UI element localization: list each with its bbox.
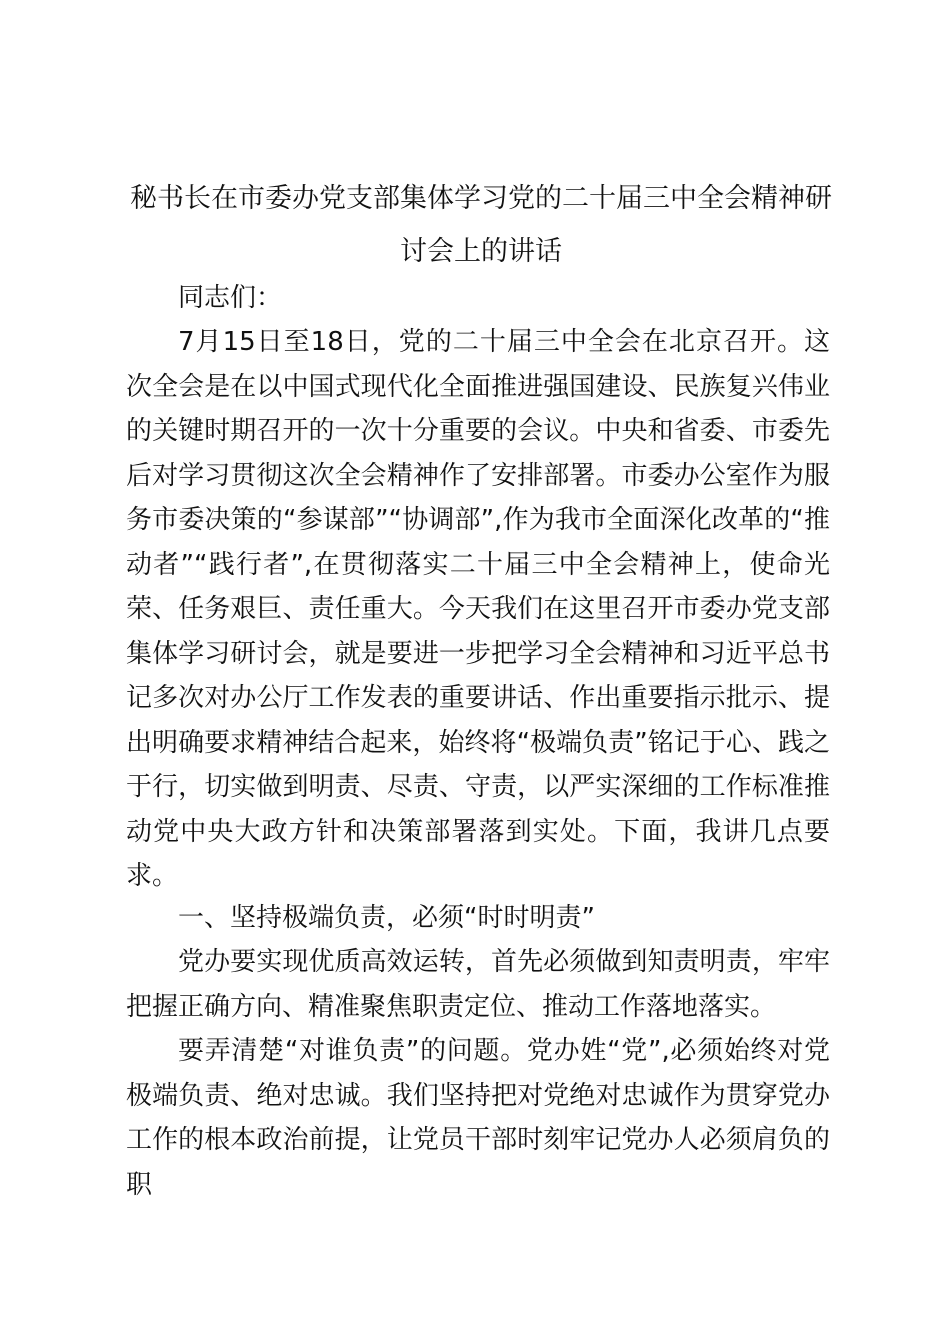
paragraph-1: 7月15日至18日，党的二十届三中全会在北京召开。这次全会是在以中国式现代化全面推进强国建设、民族复兴伟业的关键时期召开的一次十分重要的会议。中央和省委、市委先后对学习贯彻这次全会精神作了安排部署。市委办公室作为服务市委决策的“参谋部”“协调部”,作为我市全面深化改革的“推动者”“践行者”,在贯彻落实二十届三中全会精神上，使命光荣、任务艰巨、责任重大。今天我们在这里召开市委办党支部集体学习研讨会，就是要进一步把学习全会精神和习近平总书记多次对办公厅工作发表的重要讲话、作出重要指示批示、提出明确要求精神结合起来，始终将“极端负责”铭记于心、践之于行，切实做到明责、尽责、守责，以严实深细的工作标准推动党中央大政方针和决策部署落到实处。下面，我讲几点要求。 <box>126 327 830 891</box>
paragraph-2: 党办要实现优质高效运转，首先必须做到知责明责，牢牢把握正确方向、精准聚焦职责定位、推动工作落地落实。 <box>126 947 830 1022</box>
paragraph-3: 要弄清楚“对谁负责”的问题。党办姓“党”,必须始终对党极端负责、绝对忠诚。我们坚持把对党绝对忠诚作为贯穿党办工作的根本政治前提，让党员干部时刻牢记党办人必须肩负的职 <box>126 1036 830 1200</box>
section-heading-1: 一、坚持极端负责，必须“时时明责” <box>178 903 595 933</box>
greeting: 同志们： <box>178 283 283 313</box>
document-title: 秘书长在市委办党支部集体学习党的二十届三中全会精神研讨会上的讲话 <box>130 183 832 267</box>
